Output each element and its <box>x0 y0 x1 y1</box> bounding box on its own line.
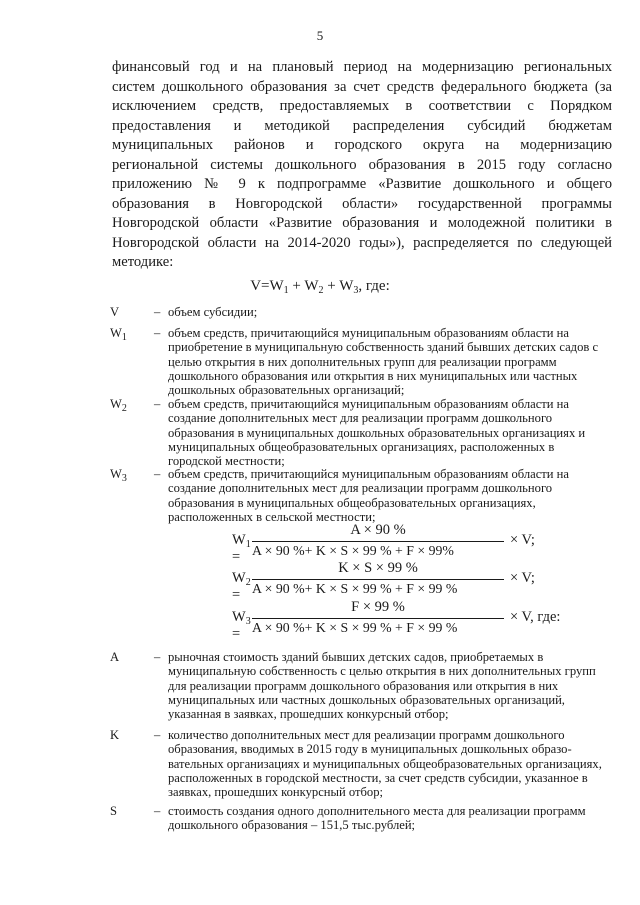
text-line: Новгородской области «Развитие образования и молодежной политики в <box>112 215 612 231</box>
formula-denominator: A × 90 %+ K × S × 99 % + F × 99% <box>252 543 454 558</box>
main-formula: $V=W_1 + W_2 + W_3$, где: <box>250 278 390 296</box>
fraction-bar <box>252 579 504 580</box>
definition-symbol: $W_1$ <box>110 326 127 343</box>
definition-dash: – <box>154 397 161 411</box>
formula-denominator: A × 90 %+ K × S × 99 % + F × 99 % <box>252 620 458 635</box>
formula-numerator: K × S × 99 % <box>338 560 418 576</box>
definition-symbol: $W_3$ <box>110 467 127 484</box>
formula-tail: × V, где: <box>510 609 561 625</box>
definition-dash: – <box>154 326 161 340</box>
text-line: методике: <box>112 254 174 270</box>
formula-tail: × V; <box>510 570 535 586</box>
definition-dash: – <box>154 804 161 818</box>
formula-tail: × V; <box>510 532 535 548</box>
text-line: предоставления и методикой распределения субсидий бюджетам <box>112 117 612 134</box>
formula-denominator: A × 90 %+ K × S × 99 % + F × 99 % <box>252 581 458 596</box>
definition-symbol: $W_2$ <box>110 397 127 414</box>
text-line: систем дошкольного образования за счет средств федерального бюджета (за <box>112 78 612 95</box>
definition-dash: – <box>154 467 161 481</box>
text-line: образования в Новгородской области» государственной программы <box>112 195 612 212</box>
definition-symbol: V <box>110 305 120 319</box>
definition-symbol: S <box>110 804 118 818</box>
definition-text: объем субсидии; <box>168 305 258 319</box>
fraction-bar <box>252 541 504 542</box>
formula-numerator: F × 99 % <box>351 599 405 615</box>
intro-paragraph <box>112 58 612 273</box>
page-number: 5 <box>316 28 324 43</box>
definition-text: объем средств, причитающийся муниципальным образованиям области на создание дополнительных мест для реализации программ дошкольного образования в муниципальных общеобразовательных организациях, расположенных в сельской местности; <box>168 467 570 524</box>
text-line: финансовый год и на плановый период на модернизацию региональных <box>112 59 612 75</box>
definition-dash: – <box>154 728 161 742</box>
definition-text: рыночная стоимость зданий бывших детских садов, приобретаемых в муниципальную собственность с целью открытия в них дополнительных групп для реализации программ дошкольного образования или открытия в них муниципальных или частных дошкольных образовательных организаций, указанная в заявках, прошедших конкурсный отбор; <box>168 650 596 722</box>
definition-symbol: K <box>110 728 120 742</box>
definition-text: объем средств, причитающийся муниципальным образованиям области на создание дополнительных мест для реализации программ дошкольного образования в муниципальных дошкольных образовательных организациях и муниципальных общеобразовательных организациях, расположенных в городской местности; <box>168 397 586 469</box>
fraction-bar <box>252 618 504 619</box>
text-line: муниципальных районов и городского округа на модернизацию <box>112 137 612 153</box>
text-line: приложению № 9 к подпрограмме «Развитие дошкольного и общего <box>112 176 612 192</box>
text-line: региональной системы дошкольного образования в 2015 году согласно <box>112 156 612 173</box>
definition-dash: – <box>154 305 161 319</box>
text-line: Новгородской области на 2014-2020 годы»), распределяется по следующей <box>112 234 612 251</box>
definition-dash: – <box>154 650 161 664</box>
formula-numerator: A × 90 % <box>350 522 406 538</box>
definition-symbol: A <box>110 650 120 664</box>
definition-text: объем средств, причитающийся муниципальным образованиям области на приобретение в муниципальную собственность зданий бывших детских садов с целью открытия в них дополнительных групп для реализации программ дошкольного образования или открытия в них муниципальных или частных дошкольных образовательных организаций; <box>168 326 599 398</box>
definition-text: количество дополнительных мест для реализации программ дошкольного образования, вводимых в 2015 году в муниципальных дошкольных образо- вательных организациях и муниципальных общеобразовательных организациях, расположенных в городской местности, за счет средств субсидии, указанное в заявках, прошедших конкурсный отбор; <box>168 728 602 800</box>
definition-text: стоимость создания одного дополнительного места для реализации программ дошкольного образования – 151,5 тыс.рублей; <box>168 804 586 833</box>
text-line: исключением средств, предоставляемых в соответствии с Порядком <box>112 98 612 114</box>
